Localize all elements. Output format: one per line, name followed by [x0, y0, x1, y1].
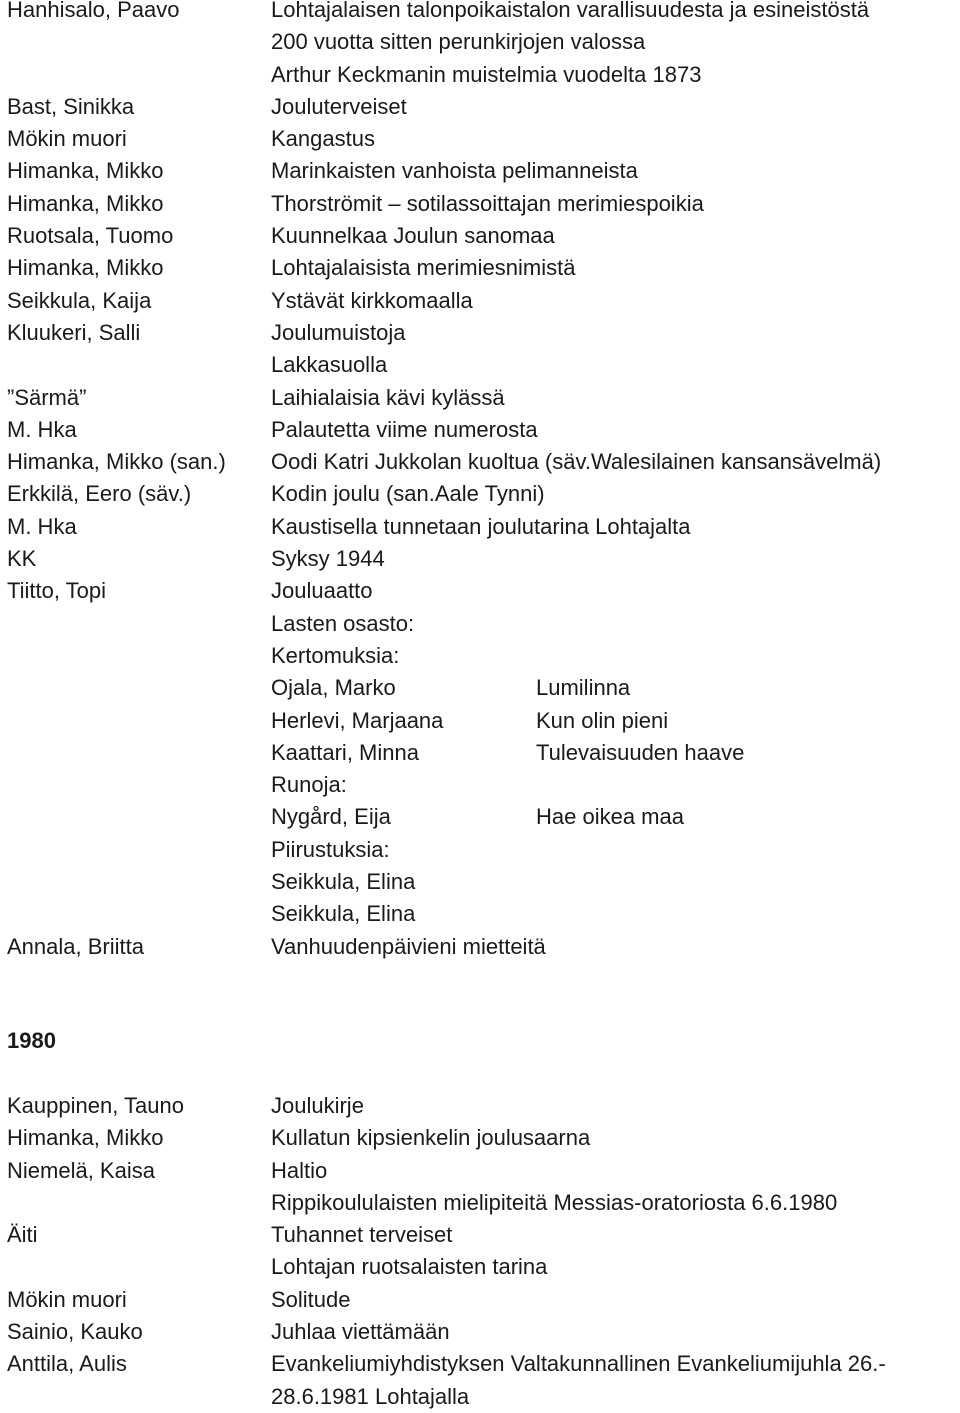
- entry-title: Haltio: [271, 1157, 328, 1183]
- entry-title: Juhlaa viettämään: [271, 1319, 450, 1345]
- year-heading: 1980: [7, 1028, 56, 1053]
- entry-title: Kertomuksia:: [271, 642, 400, 668]
- entry-title: Lohtajan ruotsalaisten tarina: [271, 1254, 548, 1280]
- entry-title: Laihialaisia kävi kylässä: [271, 384, 505, 410]
- entry-title: Oodi Katri Jukkolan kuoltua (säv.Walesilainen kansansävelmä): [271, 449, 882, 475]
- list-item: [0, 543, 960, 575]
- entry-author: M. Hka: [7, 513, 77, 539]
- entry-author: Mökin muori: [7, 1286, 127, 1312]
- entry-author: Annala, Briitta: [7, 933, 144, 959]
- entry-title: Jouluterveiset: [271, 93, 407, 119]
- entry-author: Tiitto, Topi: [7, 578, 107, 604]
- list-item: [0, 898, 960, 930]
- list-item: [0, 866, 960, 898]
- entry-title: Lakkasuolla: [271, 352, 388, 378]
- entry-author: Ruotsala, Tuomo: [7, 223, 174, 249]
- list-item: [0, 382, 960, 414]
- list-item: [0, 285, 960, 317]
- list-item: [0, 608, 960, 640]
- list-item: [0, 801, 960, 833]
- list-item: [0, 1155, 960, 1187]
- entry-author: Mökin muori: [7, 126, 127, 152]
- list-item: [0, 188, 960, 220]
- list-item: [0, 252, 960, 284]
- list-item: [0, 0, 960, 26]
- entry-title: Kaustisella tunnetaan joulutarina Lohtajalta: [271, 513, 691, 539]
- entry-title: Vanhuudenpäivieni mietteitä: [271, 933, 546, 959]
- list-item: [0, 155, 960, 187]
- list-item: [0, 123, 960, 155]
- entry-title: Joulukirje: [271, 1093, 364, 1118]
- list-item: [0, 1219, 960, 1251]
- entry-title: Jouluaatto: [271, 578, 373, 604]
- list-item: [0, 511, 960, 543]
- entry-title: Lohtajalaisen talonpoikaistalon varallisuudesta ja esineistöstä: [271, 0, 870, 22]
- list-item: [0, 834, 960, 866]
- list-item: [0, 1187, 960, 1219]
- list-item: [0, 414, 960, 446]
- entry-title: Ojala, Marko: [271, 675, 396, 701]
- list-item: [0, 91, 960, 123]
- entry-author: Kauppinen, Tauno: [7, 1093, 184, 1118]
- list-item: [0, 1251, 960, 1283]
- entry-title: Marinkaisten vanhoista pelimanneista: [271, 158, 638, 184]
- entry-author: Niemelä, Kaisa: [7, 1157, 155, 1183]
- list-item: [0, 317, 960, 349]
- entry-author: Äiti: [7, 1222, 38, 1248]
- entry-title: Seikkula, Elina: [271, 901, 416, 927]
- entry-title: Ystävät kirkkomaalla: [271, 287, 473, 313]
- list-item: [0, 575, 960, 607]
- list-item: [0, 672, 960, 704]
- entry-title: Kangastus: [271, 126, 375, 152]
- entry-author: M. Hka: [7, 416, 77, 442]
- list-item: [0, 1348, 960, 1380]
- list-item: [0, 931, 960, 963]
- entry-author: Himanka, Mikko: [7, 190, 164, 216]
- entry-title: Tuhannet terveiset: [271, 1222, 453, 1248]
- entry-author: Anttila, Aulis: [7, 1351, 127, 1377]
- list-item: [0, 1381, 960, 1413]
- entry-title: Runoja:: [271, 772, 347, 798]
- entry-title: Herlevi, Marjaana: [271, 707, 444, 733]
- entry-title: 200 vuotta sitten perunkirjojen valossa: [271, 29, 646, 55]
- entry-title: Lohtajalaisista merimiesnimistä: [271, 255, 576, 281]
- entry-title: Kullatun kipsienkelin joulusaarna: [271, 1125, 591, 1151]
- list-item: [0, 1122, 960, 1154]
- entry-author: Hanhisalo, Paavo: [7, 0, 180, 22]
- list-item: [0, 59, 960, 91]
- contents-list-2: [0, 1090, 960, 1413]
- entry-title: 28.6.1981 Lohtajalla: [271, 1383, 470, 1409]
- list-item: [0, 1284, 960, 1316]
- entry-author: Kluukeri, Salli: [7, 319, 141, 345]
- entry-author: Sainio, Kauko: [7, 1319, 143, 1345]
- entry-author: Himanka, Mikko: [7, 255, 164, 281]
- entry-author: Seikkula, Kaija: [7, 287, 152, 313]
- list-item: [0, 769, 960, 801]
- list-item: [0, 1090, 960, 1122]
- entry-title: Piirustuksia:: [271, 836, 390, 862]
- entry-author: Bast, Sinikka: [7, 93, 135, 119]
- list-item: [0, 705, 960, 737]
- list-item: [0, 737, 960, 769]
- entry-author: KK: [7, 546, 37, 572]
- list-item: [0, 1316, 960, 1348]
- entry-title: Syksy 1944: [271, 546, 385, 572]
- entry-title: Seikkula, Elina: [271, 869, 416, 895]
- list-item: [0, 478, 960, 510]
- entry-title: Palautetta viime numerosta: [271, 416, 538, 442]
- entry-author: ”Särmä”: [7, 384, 87, 410]
- entry-work-title: Hae oikea maa: [536, 804, 684, 830]
- list-item: [0, 26, 960, 58]
- entry-author: Himanka, Mikko (san.): [7, 449, 226, 475]
- entry-title: Joulumuistoja: [271, 319, 406, 345]
- entry-title: Kaattari, Minna: [271, 739, 419, 765]
- entry-work-title: Kun olin pieni: [536, 707, 669, 733]
- entry-title: Solitude: [271, 1286, 351, 1312]
- list-item: [0, 220, 960, 252]
- entry-author: Erkkilä, Eero (säv.): [7, 481, 192, 507]
- entry-title: Kodin joulu (san.Aale Tynni): [271, 481, 545, 507]
- entry-title: Nygård, Eija: [271, 804, 391, 830]
- entry-title: Lasten osasto:: [271, 610, 415, 636]
- list-item: [0, 349, 960, 381]
- entry-author: Himanka, Mikko: [7, 158, 164, 184]
- entry-title: Arthur Keckmanin muistelmia vuodelta 1873: [271, 61, 702, 87]
- entry-title: Thorströmit – sotilassoittajan merimiespoikia: [271, 190, 704, 216]
- entry-author: Himanka, Mikko: [7, 1125, 164, 1151]
- list-item: [0, 446, 960, 478]
- entry-work-title: Lumilinna: [536, 675, 631, 701]
- entry-work-title: Tulevaisuuden haave: [536, 739, 745, 765]
- entry-title: Rippikoululaisten mielipiteitä Messias-oratoriosta 6.6.1980: [271, 1189, 838, 1215]
- entry-title: Evankeliumiyhdistyksen Valtakunnallinen Evankeliumijuhla 26.-: [271, 1351, 886, 1377]
- list-item: [0, 640, 960, 672]
- entry-title: Kuunnelkaa Joulun sanomaa: [271, 223, 555, 249]
